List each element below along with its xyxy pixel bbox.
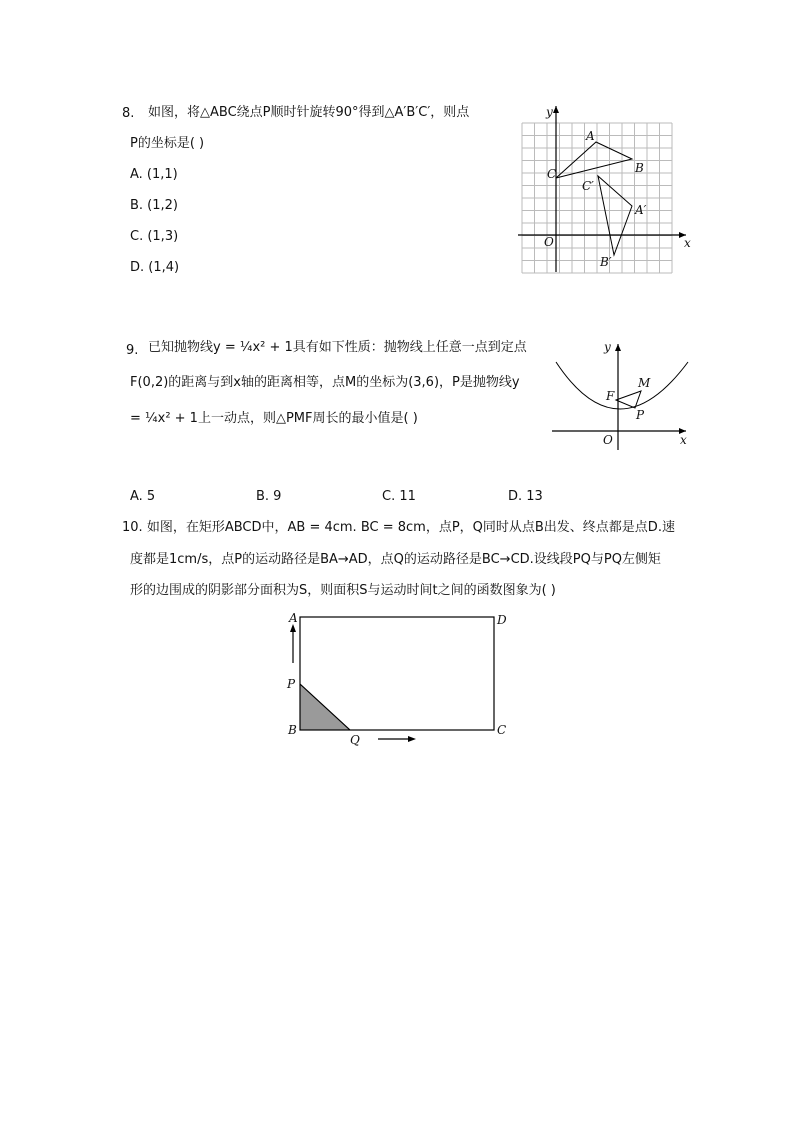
point-b1-label: B′ [600, 255, 612, 269]
q9-stem-line2: F(0,2)的距离与到x轴的距离相等，点M的坐标为(3,6)，P是抛物线y [130, 375, 520, 390]
q9-y-arrow [615, 344, 621, 351]
q9-stem-line3: = ¼x² + 1上一动点，则△PMF周长的最小值是( ) [130, 411, 418, 426]
point-a-label: A [586, 129, 595, 143]
vertex-b-label: B [288, 723, 297, 737]
point-f-label: F [606, 389, 615, 403]
q10-stem-text: 如图，在矩形ABCD中，AB = 4cm. BC = 8cm，点P，Q同时从点B出发、终点都是点D.速 [146, 520, 675, 535]
q10-stem-line1 [122, 521, 675, 534]
point-m-label: M [638, 376, 651, 390]
point-c-label: C [547, 167, 557, 181]
q10-rectangle-figure [282, 608, 522, 748]
q10-stem-line3: 形的边围成的阴影部分面积为S，则面积S与运动时间t之间的函数图象为( ) [130, 583, 556, 598]
point-q-label: Q [350, 733, 360, 747]
q8-x-label: x [684, 236, 691, 250]
q-arrowhead [408, 736, 416, 742]
q8-option-d[interactable]: D. (1,4) [130, 260, 180, 275]
q9-origin-label: O [603, 433, 613, 447]
q10-stem-line2: 度都是1cm/s，点P的运动路径是BA→AD，点Q的运动路径是BC→CD.设线段PQ与PQ左侧矩 [130, 552, 661, 567]
parabola-curve [556, 362, 688, 409]
point-b-label: B [635, 161, 644, 175]
point-c1-label: C′ [582, 179, 594, 193]
vertex-a-label: A [289, 611, 298, 625]
q10-number: 10. [122, 520, 143, 535]
vertex-d-label: D [497, 613, 507, 627]
q8-option-c[interactable]: C. (1,3) [130, 229, 179, 244]
q8-option-a[interactable]: A. (1,1) [130, 167, 178, 182]
point-p-label: P [636, 408, 645, 422]
q8-origin-label: O [544, 235, 554, 249]
q8-number: 8. [122, 106, 135, 121]
q8-stem-line1: 如图，将△ABC绕点P顺时针旋转90°得到△A′B′C′，则点 [148, 105, 470, 120]
triangle-a1b1c1 [598, 176, 632, 255]
q8-y-arrow [553, 106, 559, 113]
q9-number: 9. [126, 343, 139, 358]
q8-y-label: y [546, 105, 553, 119]
q8-stem-line2: P的坐标是( ) [130, 136, 205, 151]
q8-option-b[interactable]: B. (1,2) [130, 198, 179, 213]
q9-x-label: x [680, 433, 687, 447]
q9-y-label: y [604, 340, 611, 354]
q9-option-c[interactable]: C. 11 [382, 489, 416, 504]
vertex-c-label: C [497, 723, 507, 737]
q9-stem-line1: 已知抛物线y = ¼x² + 1具有如下性质：抛物线上任意一点到定点 [148, 340, 527, 355]
q9-parabola-figure [550, 338, 700, 453]
q9-option-d[interactable]: D. 13 [508, 489, 543, 504]
q9-option-b[interactable]: B. 9 [256, 489, 282, 504]
q8-grid [522, 123, 672, 273]
q8-grid-figure [516, 100, 696, 280]
q9-option-a[interactable]: A. 5 [130, 489, 156, 504]
point-a1-label: A′ [635, 203, 647, 217]
point-p-label: P [287, 677, 296, 691]
p-arrowhead [290, 624, 296, 632]
